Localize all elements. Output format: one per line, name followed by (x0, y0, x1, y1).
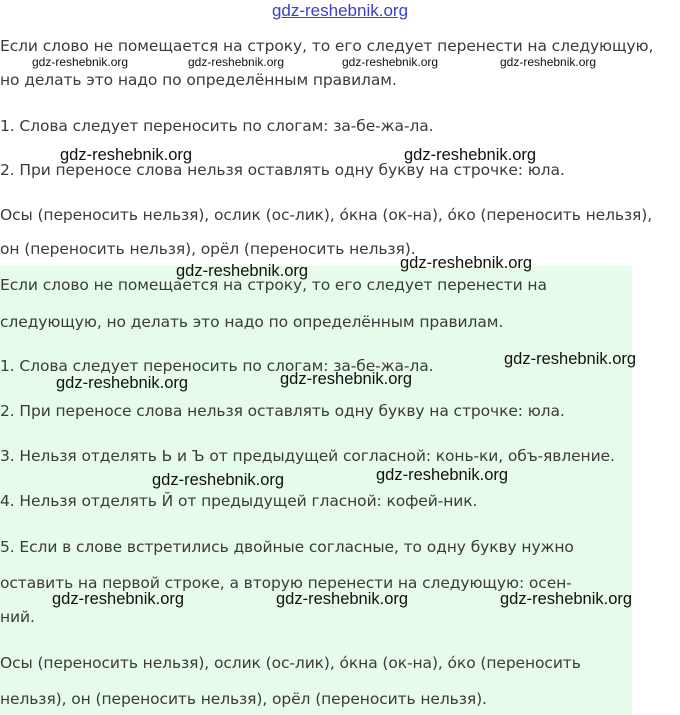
watermark: gdz-reshebnik.org (504, 350, 637, 368)
watermark: gdz-reshebnik.org (152, 471, 285, 489)
rule-2: 2. При переносе слова нельзя оставлять одну букву на строчке: юла. (0, 161, 565, 179)
watermark: gdz-reshebnik.org (400, 254, 533, 272)
watermark: gdz-reshebnik.org (32, 55, 129, 69)
rule-2: 2. При переносе слова нельзя оставлять одну букву на строчке: юла. (0, 402, 565, 420)
rule-intro-line-2: следующую, но делать это надо по определённым правилам. (0, 313, 504, 331)
rule-4: 4. Нельзя отделять Й от предыдущей гласной: кофей-ник. (0, 492, 478, 510)
watermark: gdz-reshebnik.org (342, 55, 439, 69)
rule-1: 1. Слова следует переносить по слогам: за-бе-жа-ла. (0, 117, 434, 135)
examples-line-2: нельзя), он (переносить нельзя), орёл (переносить нельзя). (0, 690, 487, 708)
watermark: gdz-reshebnik.org (176, 262, 309, 280)
rule-5-line-2: оставить на первой строке, а вторую перенести на следующую: осен- (0, 574, 572, 592)
watermark: gdz-reshebnik.org (376, 466, 509, 484)
rule-1: 1. Слова следует переносить по слогам: за-бе-жа-ла. (0, 357, 434, 375)
watermark: gdz-reshebnik.org (188, 55, 285, 69)
examples-line-1: Осы (переносить нельзя), ослик (ос-лик), о́кна (ок-на), о́ко (переносить (0, 654, 581, 672)
rule-5-line-1: 5. Если в слове встретились двойные согласные, то одну букву нужно (0, 538, 574, 556)
rule-3: 3. Нельзя отделять Ь и Ъ от предыдущей согласной: конь-ки, объ-явление. (0, 447, 615, 465)
watermark: gdz-reshebnik.org (276, 590, 409, 608)
watermark: gdz-reshebnik.org (52, 590, 185, 608)
site-header-link[interactable]: gdz-reshebnik.org (271, 1, 409, 20)
rule-intro-line-2: но делать это надо по определённым правилам. (0, 71, 397, 89)
rule-5-line-3: ний. (0, 608, 35, 626)
rule-intro-line-1: Если слово не помещается на строку, то его следует перенести на (0, 276, 547, 294)
rule-intro-line-1: Если слово не помещается на строку, то его следует перенести на следующую, (0, 37, 654, 55)
watermark: gdz-reshebnik.org (500, 55, 597, 69)
watermark: gdz-reshebnik.org (500, 590, 633, 608)
watermark: gdz-reshebnik.org (56, 374, 189, 392)
watermark: gdz-reshebnik.org (404, 146, 537, 164)
examples-line-2: он (переносить нельзя), орёл (переносить нельзя). (0, 240, 416, 258)
watermark: gdz-reshebnik.org (280, 370, 413, 388)
watermark: gdz-reshebnik.org (60, 146, 193, 164)
examples-line-1: Осы (переносить нельзя), ослик (ос-лик), о́кна (ок-на), о́ко (переносить нельзя), (0, 206, 653, 224)
